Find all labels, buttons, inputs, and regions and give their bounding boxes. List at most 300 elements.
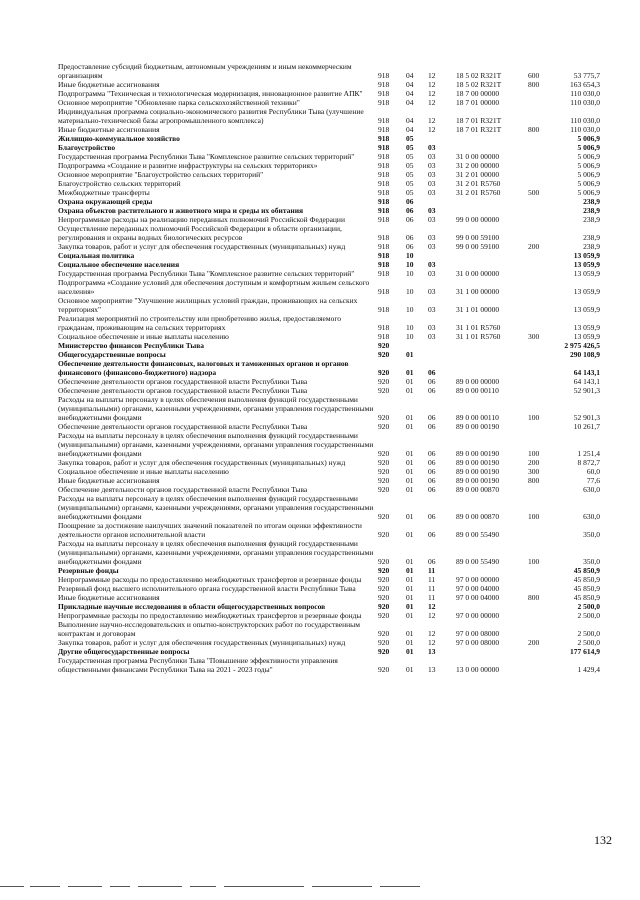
row-name: Государственная программа Республики Тыва "Комплексное развитие сельских территорий" bbox=[58, 269, 355, 278]
table-row bbox=[58, 80, 600, 89]
row-expense: 100 bbox=[528, 557, 540, 566]
table-row bbox=[58, 134, 600, 143]
row-section: 01 bbox=[406, 386, 414, 395]
row-name: Расходы на выплаты персоналу в целях обеспечения выполнения функций государственными (муниципальными) органами, казенными учреждениями, органами управления государственными внебюджетными фондами bbox=[58, 494, 374, 521]
row-name: Подпрограмма «Создание условий для обеспечения доступным и комфортным жильем сельского населения» bbox=[58, 278, 370, 296]
row-name: Подпрограмма «Создание и развитие инфраструктуры на сельских территориях» bbox=[58, 161, 318, 170]
row-amount: 110 030,0 bbox=[570, 89, 600, 98]
row-expense: 100 bbox=[528, 512, 540, 521]
row-ministry: 918 bbox=[378, 323, 390, 332]
row-amount: 13 059,9 bbox=[573, 332, 600, 341]
table-row bbox=[58, 314, 600, 332]
row-target: 31 1 01 R5760 bbox=[456, 332, 501, 341]
row-name: Закупка товаров, работ и услуг для обеспечения государственных (муниципальных) нужд bbox=[58, 638, 346, 647]
row-name: Обеспечение деятельности органов государственной власти Республики Тыва bbox=[58, 485, 308, 494]
table-row bbox=[58, 188, 600, 197]
row-ministry: 920 bbox=[378, 566, 390, 575]
row-section: 06 bbox=[406, 242, 414, 251]
row-target: 89 0 00 00870 bbox=[456, 485, 500, 494]
row-name: Обеспечение деятельности органов государственной власти Республики Тыва bbox=[58, 386, 308, 395]
row-amount: 45 850,9 bbox=[573, 593, 600, 602]
row-name: Непрограммные расходы по предоставлению межбюджетных трансфертов и резервные фонды bbox=[58, 575, 362, 584]
row-section: 05 bbox=[406, 143, 414, 152]
row-name: Резервные фонды bbox=[58, 566, 119, 575]
row-subsection: 03 bbox=[428, 332, 436, 341]
row-subsection: 06 bbox=[428, 512, 436, 521]
row-section: 01 bbox=[406, 638, 414, 647]
row-section: 01 bbox=[406, 467, 414, 476]
row-section: 10 bbox=[406, 305, 414, 314]
row-name: Охрана объектов растительного и животного мира и среды их обитания bbox=[58, 206, 304, 215]
row-ministry: 918 bbox=[378, 260, 390, 269]
row-subsection: 06 bbox=[428, 485, 436, 494]
row-name: Охрана окружающей среды bbox=[58, 197, 153, 206]
table-row bbox=[58, 197, 600, 206]
row-subsection: 11 bbox=[428, 566, 436, 575]
row-ministry: 918 bbox=[378, 71, 390, 80]
row-expense: 300 bbox=[528, 332, 540, 341]
row-ministry: 920 bbox=[378, 476, 390, 485]
table-row bbox=[58, 179, 600, 188]
row-subsection: 03 bbox=[428, 269, 436, 278]
row-section: 01 bbox=[406, 566, 414, 575]
row-expense: 300 bbox=[528, 467, 540, 476]
row-target: 31 2 01 R5760 bbox=[456, 179, 501, 188]
row-section: 01 bbox=[406, 557, 414, 566]
table-row bbox=[58, 611, 600, 620]
row-section: 10 bbox=[406, 287, 414, 296]
row-ministry: 920 bbox=[378, 647, 390, 656]
table-row bbox=[58, 89, 600, 98]
row-ministry: 918 bbox=[378, 188, 390, 197]
row-section: 04 bbox=[406, 125, 414, 134]
row-name: Государственная программа Республики Тыва "Комплексное развитие сельских территорий" bbox=[58, 152, 355, 161]
table-row bbox=[58, 431, 600, 458]
table-row bbox=[58, 251, 600, 260]
row-expense: 100 bbox=[528, 449, 540, 458]
row-target: 99 0 00 59100 bbox=[456, 233, 500, 242]
table-row bbox=[58, 647, 600, 656]
budget-table bbox=[58, 62, 600, 674]
row-section: 05 bbox=[406, 170, 414, 179]
row-amount: 238,9 bbox=[583, 215, 600, 224]
row-subsection: 03 bbox=[428, 188, 436, 197]
row-expense: 200 bbox=[528, 638, 540, 647]
row-subsection: 06 bbox=[428, 386, 436, 395]
row-subsection: 03 bbox=[428, 215, 436, 224]
row-amount: 13 059,9 bbox=[573, 323, 600, 332]
row-section: 05 bbox=[406, 188, 414, 197]
row-section: 06 bbox=[406, 233, 414, 242]
row-expense: 800 bbox=[528, 476, 540, 485]
row-target: 18 7 01 R321T bbox=[456, 116, 502, 125]
row-section: 05 bbox=[406, 179, 414, 188]
row-section: 10 bbox=[406, 269, 414, 278]
row-subsection: 12 bbox=[428, 602, 436, 611]
row-subsection: 13 bbox=[428, 665, 436, 674]
row-subsection: 06 bbox=[428, 557, 436, 566]
table-row bbox=[58, 269, 600, 278]
row-amount: 5 006,9 bbox=[577, 152, 600, 161]
row-ministry: 920 bbox=[378, 512, 390, 521]
row-ministry: 918 bbox=[378, 161, 390, 170]
row-amount: 350,0 bbox=[583, 557, 600, 566]
row-ministry: 918 bbox=[378, 152, 390, 161]
row-section: 06 bbox=[406, 215, 414, 224]
row-section: 04 bbox=[406, 116, 414, 125]
table-row bbox=[58, 278, 600, 296]
row-name: Обеспечение деятельности органов государственной власти Республики Тыва bbox=[58, 377, 308, 386]
row-amount: 238,9 bbox=[583, 233, 600, 242]
row-name: Иные бюджетные ассигнования bbox=[58, 593, 160, 602]
row-name: Социальное обеспечение и иные выплаты населению bbox=[58, 467, 229, 476]
row-ministry: 918 bbox=[378, 134, 390, 143]
row-subsection: 06 bbox=[428, 449, 436, 458]
table-row bbox=[58, 215, 600, 224]
row-subsection: 11 bbox=[428, 584, 436, 593]
row-section: 10 bbox=[406, 251, 414, 260]
row-amount: 290 108,9 bbox=[570, 350, 600, 359]
table-row bbox=[58, 467, 600, 476]
row-subsection: 03 bbox=[428, 170, 436, 179]
row-section: 06 bbox=[406, 206, 414, 215]
row-amount: 2 500,0 bbox=[577, 629, 600, 638]
row-amount: 110 030,0 bbox=[570, 125, 600, 134]
row-amount: 1 251,4 bbox=[577, 449, 600, 458]
table-row bbox=[58, 395, 600, 422]
row-target: 97 0 00 00000 bbox=[456, 611, 500, 620]
row-expense: 800 bbox=[528, 80, 540, 89]
row-amount: 13 059,9 bbox=[573, 269, 600, 278]
row-name: Предоставление субсидий бюджетным, автономным учреждениям и иным некоммерческим организациям bbox=[58, 62, 352, 80]
row-target: 89 0 00 00110 bbox=[456, 386, 499, 395]
row-subsection: 12 bbox=[428, 116, 436, 125]
row-name: Непрограммные расходы по предоставлению межбюджетных трансфертов и резервные фонды bbox=[58, 611, 362, 620]
row-section: 01 bbox=[406, 575, 414, 584]
row-target: 99 0 00 00000 bbox=[456, 215, 500, 224]
row-expense: 200 bbox=[528, 458, 540, 467]
row-name: Благоустройство сельских территорий bbox=[58, 179, 181, 188]
row-name: Иные бюджетные ассигнования bbox=[58, 125, 160, 134]
row-ministry: 918 bbox=[378, 242, 390, 251]
row-target: 31 0 00 00000 bbox=[456, 269, 500, 278]
row-amount: 60,0 bbox=[586, 467, 600, 476]
row-name: Расходы на выплаты персоналу в целях обеспечения выполнения функций государственными (муниципальными) органами, казенными учреждениями, органами управления государственными внебюджетными фондами bbox=[58, 431, 374, 458]
table-row bbox=[58, 296, 600, 314]
row-target: 31 1 01 00000 bbox=[456, 305, 500, 314]
row-section: 01 bbox=[406, 485, 414, 494]
table-row bbox=[58, 458, 600, 467]
row-target: 18 7 01 00000 bbox=[456, 98, 500, 107]
row-section: 01 bbox=[406, 584, 414, 593]
row-subsection: 12 bbox=[428, 80, 436, 89]
row-section: 01 bbox=[406, 422, 414, 431]
row-target: 31 2 00 00000 bbox=[456, 161, 500, 170]
row-name: Основное мероприятие "Улучшение жилищных условий граждан, проживающих на сельских территориях" bbox=[58, 296, 358, 314]
row-ministry: 920 bbox=[378, 449, 390, 458]
row-subsection: 06 bbox=[428, 368, 436, 377]
page-number: 132 bbox=[594, 833, 612, 847]
row-amount: 13 059,9 bbox=[573, 305, 600, 314]
row-subsection: 03 bbox=[428, 305, 436, 314]
row-section: 01 bbox=[406, 665, 414, 674]
row-amount: 5 006,9 bbox=[577, 143, 600, 152]
row-target: 31 2 01 00000 bbox=[456, 170, 500, 179]
table-row bbox=[58, 359, 600, 377]
row-section: 01 bbox=[406, 611, 414, 620]
row-amount: 350,0 bbox=[583, 530, 600, 539]
row-amount: 5 006,9 bbox=[577, 188, 600, 197]
row-ministry: 918 bbox=[378, 89, 390, 98]
row-subsection: 03 bbox=[428, 152, 436, 161]
row-amount: 52 901,3 bbox=[573, 386, 600, 395]
row-name: Общегосударственные вопросы bbox=[58, 350, 166, 359]
row-amount: 13 059,9 bbox=[573, 251, 600, 260]
row-ministry: 920 bbox=[378, 377, 390, 386]
row-subsection: 03 bbox=[428, 287, 436, 296]
row-name: Другие общегосударственные вопросы bbox=[58, 647, 190, 656]
row-amount: 2 500,0 bbox=[577, 638, 600, 647]
row-ministry: 920 bbox=[378, 602, 390, 611]
row-section: 01 bbox=[406, 413, 414, 422]
table-row bbox=[58, 602, 600, 611]
row-ministry: 918 bbox=[378, 98, 390, 107]
row-target: 89 0 00 00190 bbox=[456, 476, 500, 485]
row-ministry: 920 bbox=[378, 611, 390, 620]
row-subsection: 03 bbox=[428, 242, 436, 251]
row-name: Государственная программа Республики Тыва "Повышение эффективности управления общественными финансами Республики Тыва на 2021 - 2023 годы" bbox=[58, 656, 338, 674]
row-amount: 630,0 bbox=[583, 485, 600, 494]
row-expense: 500 bbox=[528, 188, 540, 197]
row-name: Закупка товаров, работ и услуг для обеспечения государственных (муниципальных) нужд bbox=[58, 458, 346, 467]
row-amount: 64 143,1 bbox=[573, 377, 600, 386]
table-row bbox=[58, 143, 600, 152]
footer-rule bbox=[0, 886, 640, 892]
row-target: 97 0 00 04000 bbox=[456, 584, 500, 593]
row-amount: 5 006,9 bbox=[577, 179, 600, 188]
row-name: Благоустройство bbox=[58, 143, 116, 152]
row-ministry: 918 bbox=[378, 179, 390, 188]
table-row bbox=[58, 494, 600, 521]
row-ministry: 918 bbox=[378, 269, 390, 278]
row-target: 89 0 00 00110 bbox=[456, 413, 499, 422]
row-amount: 13 059,9 bbox=[573, 260, 600, 269]
row-amount: 177 614,9 bbox=[570, 647, 600, 656]
row-ministry: 920 bbox=[378, 665, 390, 674]
row-subsection: 03 bbox=[428, 179, 436, 188]
row-name: Осуществление переданных полномочий Российской Федерации в области организации, регулирования и охраны водных биологических ресурсов bbox=[58, 224, 342, 242]
row-ministry: 918 bbox=[378, 116, 390, 125]
row-subsection: 03 bbox=[428, 233, 436, 242]
row-section: 05 bbox=[406, 134, 414, 143]
row-expense: 800 bbox=[528, 593, 540, 602]
table-row bbox=[58, 485, 600, 494]
table-row bbox=[58, 125, 600, 134]
row-section: 01 bbox=[406, 602, 414, 611]
row-section: 10 bbox=[406, 260, 414, 269]
row-section: 04 bbox=[406, 80, 414, 89]
row-target: 97 0 00 08000 bbox=[456, 629, 500, 638]
table-row bbox=[58, 386, 600, 395]
row-target: 89 0 00 00190 bbox=[456, 422, 500, 431]
row-name: Индивидуальная программа социально-экономического развития Республики Тыва (улучшение материально-технической базы агропромышленного комплекса) bbox=[58, 107, 364, 125]
row-name: Реализация мероприятий по строительству или приобретению жилья, предоставляемого гражданам, проживающим на сельских территориях bbox=[58, 314, 342, 332]
row-target: 18 7 00 00000 bbox=[456, 89, 500, 98]
row-ministry: 920 bbox=[378, 485, 390, 494]
table-row bbox=[58, 224, 600, 242]
row-name: Основное мероприятие "Обновление парка сельскохозяйственной техники" bbox=[58, 98, 300, 107]
row-subsection: 12 bbox=[428, 125, 436, 134]
row-section: 06 bbox=[406, 197, 414, 206]
row-amount: 163 654,3 bbox=[570, 80, 600, 89]
row-subsection: 06 bbox=[428, 476, 436, 485]
row-ministry: 918 bbox=[378, 215, 390, 224]
row-target: 97 0 00 00000 bbox=[456, 575, 500, 584]
table-row bbox=[58, 584, 600, 593]
row-ministry: 920 bbox=[378, 584, 390, 593]
row-ministry: 918 bbox=[378, 197, 390, 206]
row-subsection: 03 bbox=[428, 260, 436, 269]
row-subsection: 11 bbox=[428, 575, 436, 584]
table-row bbox=[58, 575, 600, 584]
row-ministry: 920 bbox=[378, 341, 390, 350]
table-row bbox=[58, 350, 600, 359]
row-subsection: 06 bbox=[428, 377, 436, 386]
row-ministry: 918 bbox=[378, 287, 390, 296]
row-target: 89 0 00 00190 bbox=[456, 467, 500, 476]
row-ministry: 918 bbox=[378, 80, 390, 89]
row-subsection: 11 bbox=[428, 593, 436, 602]
row-expense: 200 bbox=[528, 242, 540, 251]
row-target: 89 0 00 55490 bbox=[456, 530, 500, 539]
row-amount: 2 500,0 bbox=[577, 602, 600, 611]
row-subsection: 06 bbox=[428, 413, 436, 422]
row-section: 10 bbox=[406, 332, 414, 341]
table-row bbox=[58, 332, 600, 341]
row-section: 01 bbox=[406, 647, 414, 656]
table-row bbox=[58, 638, 600, 647]
row-name: Закупка товаров, работ и услуг для обеспечения государственных (муниципальных) нужд bbox=[58, 242, 346, 251]
table-row bbox=[58, 260, 600, 269]
table-row bbox=[58, 521, 600, 539]
row-subsection: 12 bbox=[428, 638, 436, 647]
row-name: Расходы на выплаты персоналу в целях обеспечения выполнения функций государственными (муниципальными) органами, казенными учреждениями, органами управления государственными внебюджетными фондами bbox=[58, 539, 374, 566]
row-section: 01 bbox=[406, 593, 414, 602]
row-subsection: 06 bbox=[428, 530, 436, 539]
table-row bbox=[58, 593, 600, 602]
row-subsection: 12 bbox=[428, 71, 436, 80]
row-name: Основное мероприятие "Благоустройство сельских территорий" bbox=[58, 170, 264, 179]
row-subsection: 06 bbox=[428, 458, 436, 467]
row-subsection: 03 bbox=[428, 161, 436, 170]
row-amount: 238,9 bbox=[583, 197, 600, 206]
table-row bbox=[58, 242, 600, 251]
row-name: Иные бюджетные ассигнования bbox=[58, 476, 160, 485]
table-row bbox=[58, 422, 600, 431]
table-row bbox=[58, 620, 600, 638]
row-target: 89 0 00 55490 bbox=[456, 557, 500, 566]
row-ministry: 918 bbox=[378, 305, 390, 314]
row-subsection: 12 bbox=[428, 611, 436, 620]
row-name: Непрограммные расходы на реализацию переданных полномочий Российской Федерации bbox=[58, 215, 345, 224]
row-section: 04 bbox=[406, 71, 414, 80]
table-row bbox=[58, 107, 600, 125]
row-ministry: 918 bbox=[378, 206, 390, 215]
table-row bbox=[58, 341, 600, 350]
row-target: 97 0 00 08000 bbox=[456, 638, 500, 647]
row-ministry: 920 bbox=[378, 422, 390, 431]
row-ministry: 920 bbox=[378, 593, 390, 602]
row-section: 10 bbox=[406, 323, 414, 332]
row-target: 89 0 00 00190 bbox=[456, 458, 500, 467]
table-row bbox=[58, 566, 600, 575]
row-section: 01 bbox=[406, 449, 414, 458]
row-target: 31 0 00 00000 bbox=[456, 152, 500, 161]
row-name: Социальная политика bbox=[58, 251, 135, 260]
row-target: 18 5 02 R321T bbox=[456, 80, 502, 89]
row-name: Поощрение за достижение наилучших значений показателей по итогам оценки эффективности деятельности органов исполнительной власти bbox=[58, 521, 362, 539]
row-subsection: 03 bbox=[428, 206, 436, 215]
row-amount: 5 006,9 bbox=[577, 134, 600, 143]
row-name: Обеспечение деятельности финансовых, налоговых и таможенных органов и органов финансового (финансово-бюджетного) надзора bbox=[58, 359, 349, 377]
row-subsection: 12 bbox=[428, 98, 436, 107]
table-row bbox=[58, 377, 600, 386]
row-subsection: 13 bbox=[428, 647, 436, 656]
row-amount: 238,9 bbox=[583, 206, 600, 215]
row-target: 31 1 01 R5760 bbox=[456, 323, 501, 332]
row-target: 31 1 00 00000 bbox=[456, 287, 500, 296]
row-ministry: 920 bbox=[378, 557, 390, 566]
row-target: 13 0 00 00000 bbox=[456, 665, 500, 674]
row-name: Обеспечение деятельности органов государственной власти Республики Тыва bbox=[58, 422, 308, 431]
row-section: 04 bbox=[406, 98, 414, 107]
row-subsection: 12 bbox=[428, 89, 436, 98]
row-ministry: 920 bbox=[378, 413, 390, 422]
table-row bbox=[58, 161, 600, 170]
row-expense: 100 bbox=[528, 413, 540, 422]
row-section: 01 bbox=[406, 368, 414, 377]
row-name: Расходы на выплаты персоналу в целях обеспечения выполнения функций государственными (муниципальными) органами, казенными учреждениями, органами управления государственными внебюджетными фондами bbox=[58, 395, 374, 422]
row-target: 99 0 00 59100 bbox=[456, 242, 500, 251]
row-amount: 5 006,9 bbox=[577, 170, 600, 179]
row-amount: 238,9 bbox=[583, 242, 600, 251]
row-target: 89 0 00 00000 bbox=[456, 377, 500, 386]
row-amount: 10 261,7 bbox=[573, 422, 600, 431]
table-row bbox=[58, 539, 600, 566]
row-ministry: 918 bbox=[378, 143, 390, 152]
row-amount: 45 850,9 bbox=[573, 566, 600, 575]
row-amount: 1 429,4 bbox=[577, 665, 600, 674]
row-ministry: 918 bbox=[378, 251, 390, 260]
row-amount: 45 850,9 bbox=[573, 584, 600, 593]
row-name: Подпрограмма "Техническая и технологическая модернизация, инновационное развитие АПК" bbox=[58, 89, 363, 98]
row-amount: 77,6 bbox=[586, 476, 600, 485]
row-target: 89 0 00 00190 bbox=[456, 449, 500, 458]
row-amount: 52 901,3 bbox=[573, 413, 600, 422]
table-row bbox=[58, 98, 600, 107]
row-name: Социальное обеспечение и иные выплаты населению bbox=[58, 332, 229, 341]
row-target: 97 0 00 04000 bbox=[456, 593, 500, 602]
row-ministry: 920 bbox=[378, 386, 390, 395]
row-expense: 800 bbox=[528, 125, 540, 134]
row-section: 01 bbox=[406, 476, 414, 485]
row-name: Выполнение научно-исследовательских и опытно-конструкторских работ по государственным контрактам и договорам bbox=[58, 620, 360, 638]
row-subsection: 06 bbox=[428, 467, 436, 476]
row-target: 18 7 01 R321T bbox=[456, 125, 502, 134]
row-ministry: 920 bbox=[378, 458, 390, 467]
row-subsection: 03 bbox=[428, 323, 436, 332]
row-section: 05 bbox=[406, 152, 414, 161]
